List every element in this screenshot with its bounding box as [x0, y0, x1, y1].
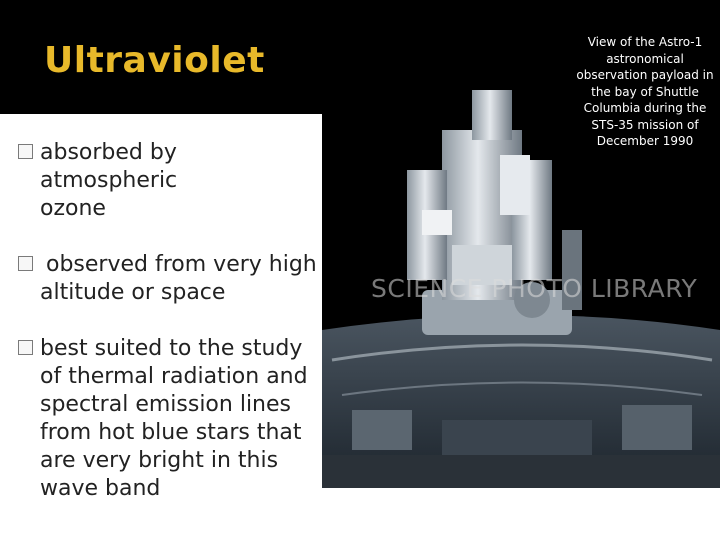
bullet-text: best suited to the study of thermal radiation and spectral emission lines from hot blue stars that are very bright in this wave band: [40, 336, 308, 501]
bullet-item: [14, 335, 314, 503]
bullet-text: absorbed by atmospheric ozone: [40, 140, 178, 221]
bullet-text: observed from very high altitude or space: [40, 252, 317, 305]
bullet-list: [14, 139, 317, 531]
bullet-box-icon: [18, 256, 33, 271]
bullet-box-icon: [18, 144, 33, 159]
slide-title: Ultraviolet: [44, 40, 265, 81]
bullet-item: [14, 251, 320, 307]
photo-caption: View of the Astro-1 astronomical observation payload in the bay of Shuttle Columbia during the STS-35 mission of December 1990: [576, 35, 714, 148]
bullet-box-icon: [18, 340, 33, 355]
watermark: SCIENCE PHOTO LIBRARY: [371, 274, 698, 303]
bullet-item: [14, 139, 210, 223]
